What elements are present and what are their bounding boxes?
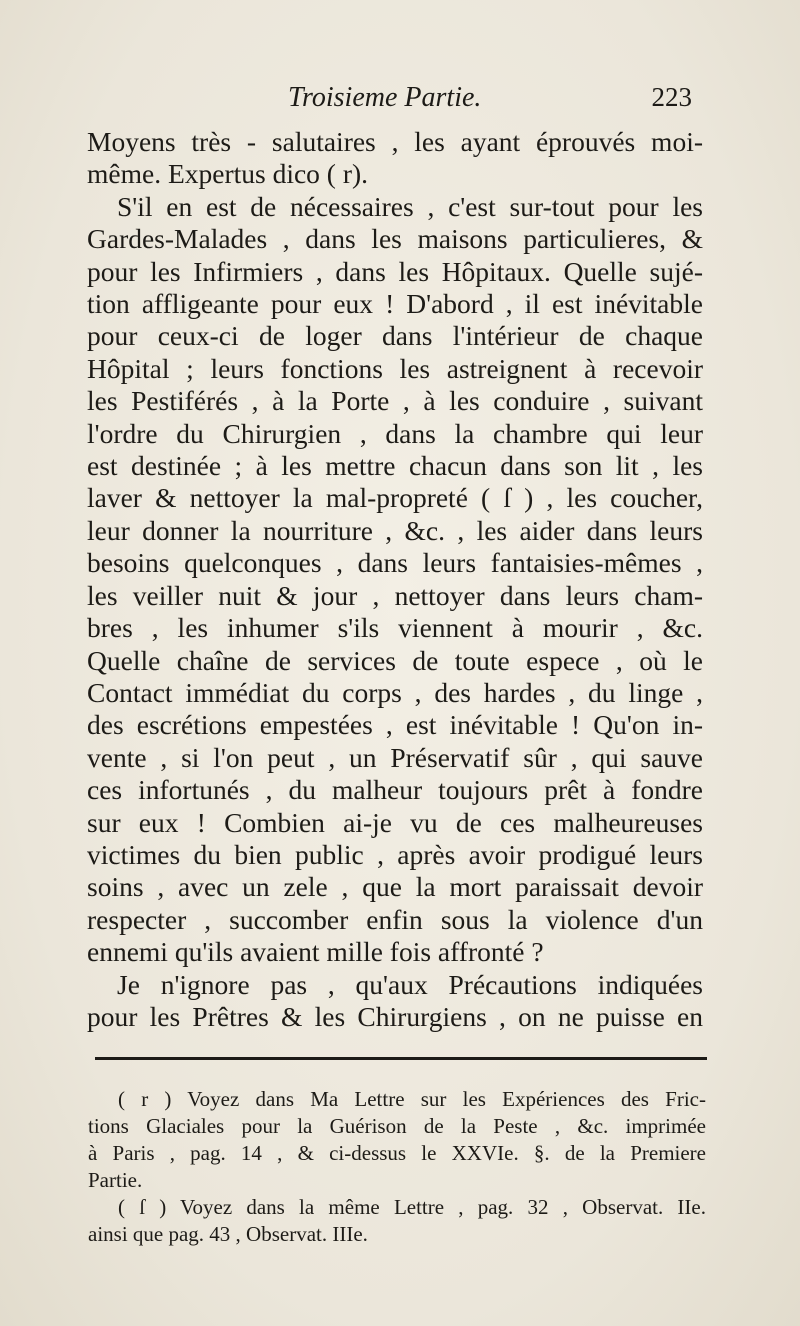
- body-line: même. Expertus dico ( r).: [87, 158, 369, 190]
- page-number: 223: [651, 82, 692, 112]
- page-header: [88, 82, 700, 122]
- body-line: pour ceux-ci de loger dans l'intérieur de chaque: [87, 320, 703, 352]
- footnote-line: ( ſ ) Voyez dans la même Lettre , pag. 32 , Observat. IIe.: [118, 1195, 706, 1219]
- body-line: victimes du bien public , après avoir prodigué leurs: [87, 838, 703, 870]
- body-line: sur eux ! Combien ai-je vu de ces malheureuses: [87, 806, 703, 838]
- body-line: Contact immédiat du corps , des hardes , du linge ,: [87, 676, 703, 708]
- body-line: respecter , succomber enfin sous la violence d'un: [87, 903, 703, 935]
- body-line: l'ordre du Chirurgien , dans la chambre qui leur: [87, 417, 703, 449]
- running-title: Troisieme Partie.: [288, 82, 482, 113]
- body-line: Moyens très - salutaires , les ayant éprouvés moi-: [87, 126, 703, 157]
- body-line: Je n'ignore pas , qu'aux Précautions indiquées: [117, 968, 703, 1000]
- body-line: pour les Prêtres & les Chirurgiens , on ne puisse en: [87, 1000, 703, 1032]
- body-line: S'il en est de nécessaires , c'est sur-tout pour les: [117, 190, 703, 222]
- body-line: laver & nettoyer la mal-propreté ( ſ ) , les coucher,: [87, 482, 703, 514]
- body-line: besoins quelconques , dans leurs fantaisies-mêmes ,: [87, 547, 703, 579]
- body-line: vente , si l'on peut , un Préservatif sûr , qui sauve: [87, 741, 703, 773]
- footnote-line: à Paris , pag. 14 , & ci-dessus le XXVIe. §. de la Premiere: [88, 1141, 706, 1165]
- footnote-rule: [95, 1057, 707, 1060]
- body-line: les Pestiférés , à la Porte , à les conduire , suivant: [87, 385, 703, 417]
- body-line: des escrétions empestées , est inévitable ! Qu'on in-: [87, 709, 703, 741]
- footnotes: [88, 1086, 706, 1248]
- body-line: pour les Infirmiers , dans les Hôpitaux. Quelle sujé-: [87, 255, 703, 287]
- footnote-line: ( r ) Voyez dans Ma Lettre sur les Expériences des Fric-: [118, 1087, 706, 1111]
- body-line: est destinée ; à les mettre chacun dans son lit , les: [87, 450, 703, 482]
- body-line: ces infortunés , du malheur toujours prêt à fondre: [87, 774, 703, 806]
- body-line: tion affligeante pour eux ! D'abord , il est inévitable: [87, 288, 703, 320]
- body-line: Gardes-Malades , dans les maisons particulieres, &: [87, 223, 703, 255]
- body-line: ennemi qu'ils avaient mille fois affronté ?: [87, 936, 544, 968]
- body-line: bres , les inhumer s'ils viennent à mourir , &c.: [87, 612, 703, 644]
- footnote-line: ainsi que pag. 43 , Observat. IIIe.: [88, 1222, 368, 1246]
- footnote-line: tions Glaciales pour la Guérison de la Peste , &c. imprimée: [88, 1114, 706, 1138]
- body-line: Quelle chaîne de services de toute espece , où le: [87, 644, 703, 676]
- footnote-line: Partie.: [88, 1168, 143, 1192]
- body-text: [87, 126, 703, 1033]
- body-line: les veiller nuit & jour , nettoyer dans leurs cham-: [87, 579, 703, 611]
- body-line: leur donner la nourriture , &c. , les aider dans leurs: [87, 514, 703, 546]
- body-line: Hôpital ; leurs fonctions les astreignent à recevoir: [87, 352, 703, 384]
- body-line: soins , avec un zele , que la mort paraissait devoir: [87, 871, 703, 903]
